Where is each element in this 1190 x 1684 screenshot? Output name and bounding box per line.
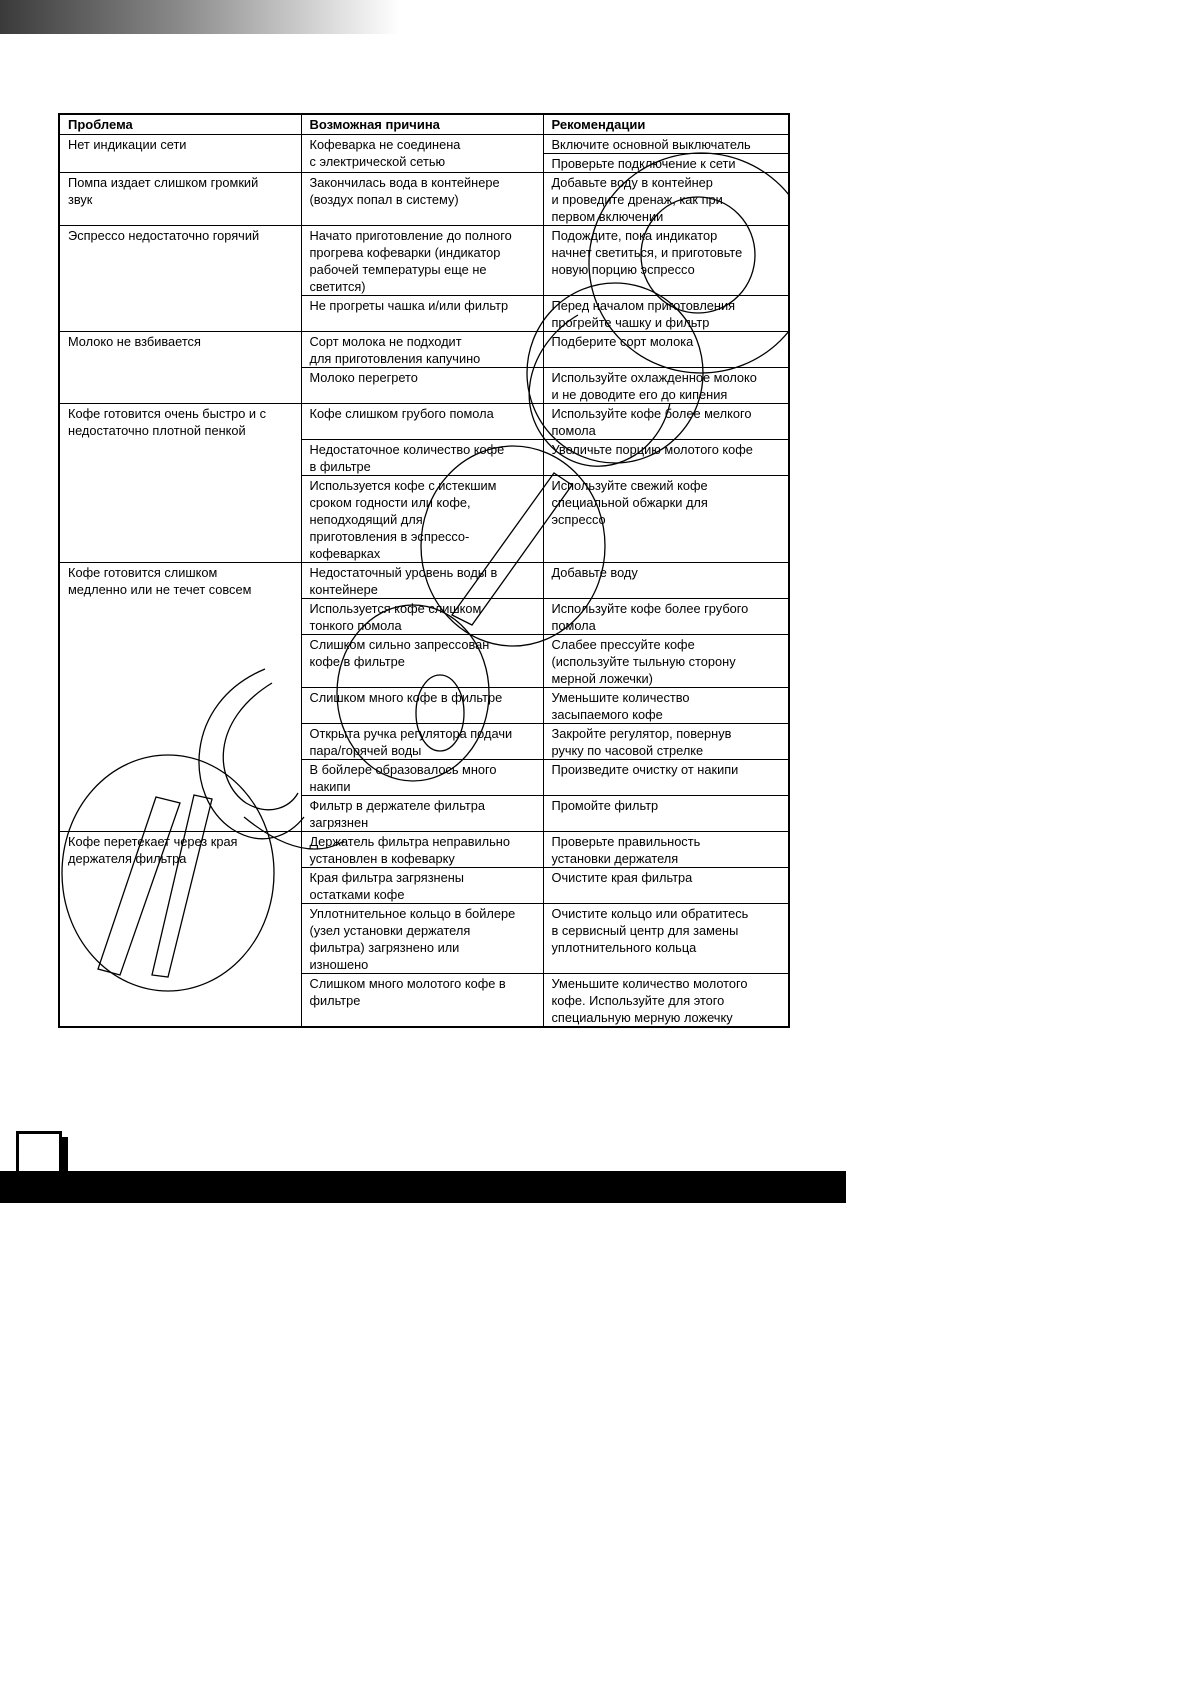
recommendation-cell: Проверьте подключение к сети — [543, 153, 789, 172]
cause-cell: Используется кофе слишком тонкого помола — [301, 598, 543, 634]
cause-cell: Кофе слишком грубого помола — [301, 403, 543, 439]
recommendation-cell: Уменьшите количество засыпаемого кофе — [543, 687, 789, 723]
problem-cell: Помпа издает слишком громкий звук — [59, 172, 301, 225]
recommendation-cell: Включите основной выключатель — [543, 134, 789, 153]
recommendation-cell: Увеличьте порцию молотого кофе — [543, 439, 789, 475]
cause-cell: Используется кофе с истекшим сроком годности или кофе, неподходящий для приготовления в эспрессо- кофеварках — [301, 475, 543, 562]
cause-cell: Кофеварка не соединена с электрической сетью — [301, 134, 543, 172]
cause-cell: Сорт молока не подходит для приготовления капучино — [301, 331, 543, 367]
cause-cell: Открыта ручка регулятора подачи пара/горячей воды — [301, 723, 543, 759]
header-recommendations: Рекомендации — [543, 114, 789, 134]
recommendation-cell: Используйте свежий кофе специальной обжарки для эспрессо — [543, 475, 789, 562]
table-row — [59, 331, 789, 367]
recommendation-cell: Промойте фильтр — [543, 795, 789, 831]
cause-cell: Края фильтра загрязнены остатками кофе — [301, 867, 543, 903]
table-row — [59, 831, 789, 867]
cause-cell: Слишком много молотого кофе в фильтре — [301, 973, 543, 1027]
problem-cell: Кофе перетекает через края держателя фильтра — [59, 831, 301, 1027]
table-row — [59, 562, 789, 598]
problem-cell: Молоко не взбивается — [59, 331, 301, 403]
troubleshooting-table — [58, 113, 790, 1028]
recommendation-cell: Добавьте воду — [543, 562, 789, 598]
top-gradient-band — [0, 0, 400, 34]
recommendation-cell: Уменьшите количество молотого кофе. Используйте для этого специальную мерную ложечку — [543, 973, 789, 1027]
troubleshooting-table-wrap — [58, 113, 788, 1025]
cause-cell: Уплотнительное кольцо в бойлере (узел установки держателя фильтра) загрязнено или изношено — [301, 903, 543, 973]
recommendation-cell: Добавьте воду в контейнер и проведите дренаж, как при первом включении — [543, 172, 789, 225]
recommendation-cell: Подберите сорт молока — [543, 331, 789, 367]
table-row — [59, 172, 789, 225]
cause-cell: Закончилась вода в контейнере (воздух попал в систему) — [301, 172, 543, 225]
cause-cell: Молоко перегрето — [301, 367, 543, 403]
problem-cell: Кофе готовится очень быстро и с недостаточно плотной пенкой — [59, 403, 301, 562]
header-problem: Проблема — [59, 114, 301, 134]
problem-cell: Нет индикации сети — [59, 134, 301, 172]
recommendation-cell: Очистите кольцо или обратитесь в сервисный центр для замены уплотнительного кольца — [543, 903, 789, 973]
table-row — [59, 134, 789, 153]
recommendation-cell: Подождите, пока индикатор начнет светиться, и приготовьте новую порцию эспрессо — [543, 225, 789, 295]
recommendation-cell: Произведите очистку от накипи — [543, 759, 789, 795]
cause-cell: Не прогреты чашка и/или фильтр — [301, 295, 543, 331]
cause-cell: Недостаточное количество кофе в фильтре — [301, 439, 543, 475]
recommendation-cell: Используйте охлажденное молоко и не доводите его до кипения — [543, 367, 789, 403]
table-header-row — [59, 114, 789, 134]
recommendation-cell: Закройте регулятор, повернув ручку по часовой стрелке — [543, 723, 789, 759]
recommendation-cell: Используйте кофе более мелкого помола — [543, 403, 789, 439]
recommendation-cell: Слабее прессуйте кофе (используйте тыльную сторону мерной ложечки) — [543, 634, 789, 687]
header-cause: Возможная причина — [301, 114, 543, 134]
cause-cell: Слишком много кофе в фильтре — [301, 687, 543, 723]
bottom-black-bar — [0, 1171, 846, 1203]
cause-cell: Недостаточный уровень воды в контейнере — [301, 562, 543, 598]
cause-cell: Начато приготовление до полного прогрева кофеварки (индикатор рабочей температуры еще не светится) — [301, 225, 543, 295]
problem-cell: Кофе готовится слишком медленно или не течет совсем — [59, 562, 301, 831]
cause-cell: Слишком сильно запрессован кофе в фильтре — [301, 634, 543, 687]
problem-cell: Эспрессо недостаточно горячий — [59, 225, 301, 331]
cause-cell: В бойлере образовалось много накипи — [301, 759, 543, 795]
cause-cell: Фильтр в держателе фильтра загрязнен — [301, 795, 543, 831]
recommendation-cell: Очистите края фильтра — [543, 867, 789, 903]
table-row — [59, 403, 789, 439]
recommendation-cell: Используйте кофе более грубого помола — [543, 598, 789, 634]
table-row — [59, 225, 789, 295]
cause-cell: Держатель фильтра неправильно установлен в кофеварку — [301, 831, 543, 867]
recommendation-cell: Перед началом приготовления прогрейте чашку и фильтр — [543, 295, 789, 331]
recommendation-cell: Проверьте правильность установки держателя — [543, 831, 789, 867]
